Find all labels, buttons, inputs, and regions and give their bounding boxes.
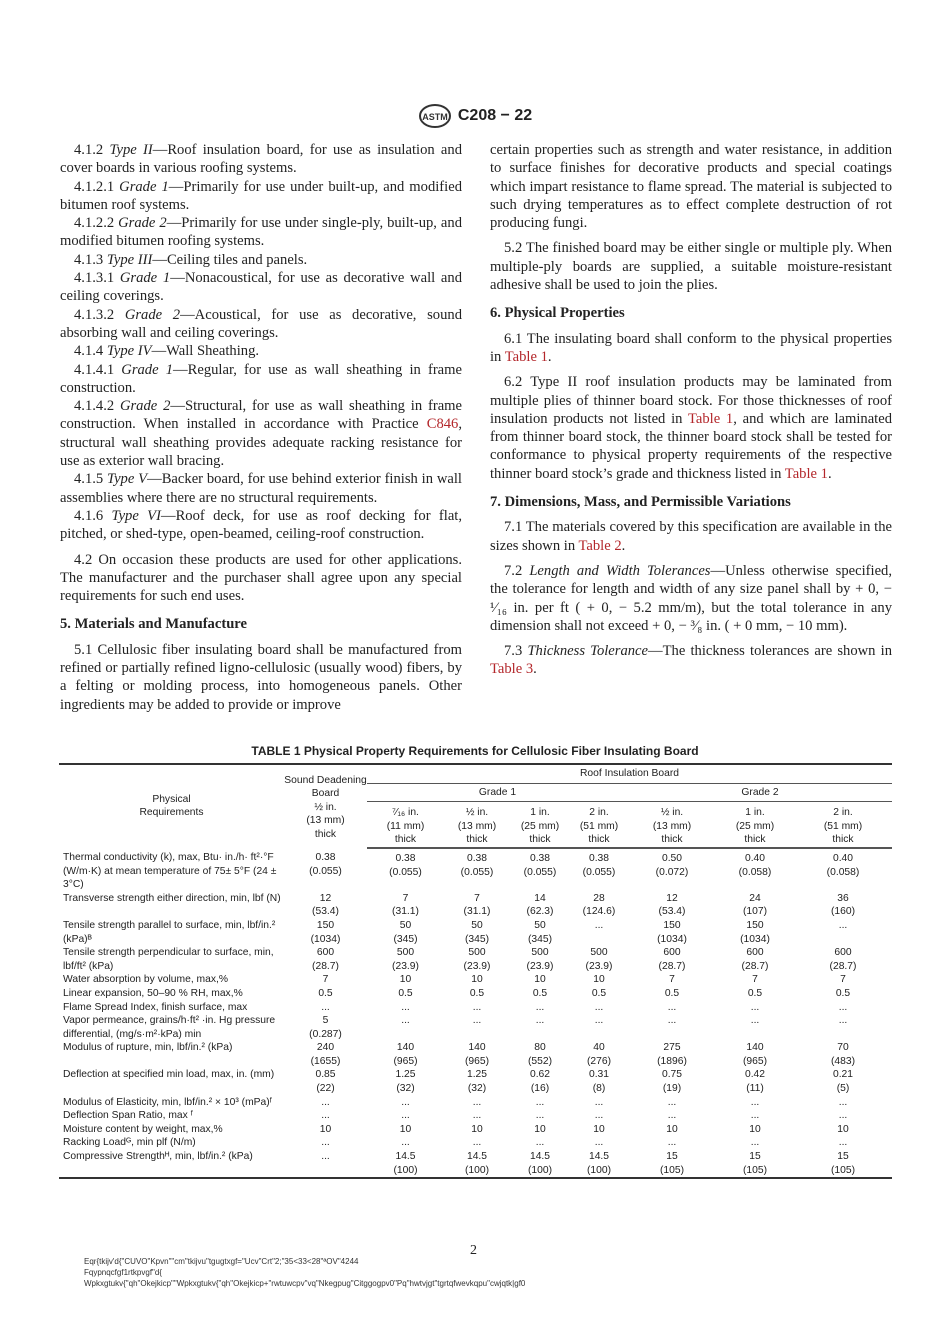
italic-term: Grade 1 <box>119 270 171 287</box>
cell-value: ... <box>401 1096 410 1108</box>
cell-value: ... <box>535 1137 545 1149</box>
cell-value: 500 (23.9) <box>392 947 419 972</box>
cell-value: 0.5 <box>664 987 680 999</box>
cell-value: 7 (31.1) <box>463 892 491 918</box>
cell-value: ... <box>750 1137 760 1149</box>
header-thickness: 2 in. (51 mm) thick <box>794 802 892 848</box>
cell-value: 150 (1034) <box>657 919 687 945</box>
paragraph-text: —Wall Sheathing. <box>151 343 260 360</box>
cell-value: ... <box>667 1096 677 1108</box>
cell-value: 500 (23.9) <box>585 947 613 972</box>
cell-value: 150 (1034) <box>310 919 341 945</box>
paragraph <box>60 251 462 269</box>
cell-value: 15 (105) <box>659 1151 685 1176</box>
table-row <box>59 1150 892 1178</box>
paragraph-text: 6.1 The insulating board shall conform to the physical properties in <box>490 330 892 365</box>
paragraph-text: 4.1.4.2 <box>74 398 120 415</box>
table-row <box>59 1136 892 1150</box>
cell-value: 0.62 (16) <box>529 1069 551 1095</box>
cell-value: ... <box>750 1110 760 1122</box>
section-heading: 7. Dimensions, Mass, and Permissible Variations <box>490 494 791 511</box>
cell-value: 0.5 <box>318 987 333 999</box>
cell-value: ... <box>535 1015 545 1027</box>
cell-value: ... <box>667 1001 677 1013</box>
paragraph-text: —Primarily for use under built-up, and modified bitumen roof systems. <box>60 178 462 213</box>
cell-value: 600 (28.7) <box>658 947 686 972</box>
cell-value: 14.5 (100) <box>586 1151 612 1176</box>
paragraph-text: 4.1.2.2 <box>74 215 119 232</box>
cell-value: 7 <box>669 974 675 986</box>
cell-value: 0.50 (0.072) <box>655 852 689 878</box>
paragraph <box>490 642 892 679</box>
table-row <box>59 973 892 987</box>
italic-term: Type VI <box>111 507 161 524</box>
header-thickness: ⁷⁄₁₆ in. (11 mm) thick <box>367 802 444 848</box>
cell-value: ... <box>472 1096 482 1108</box>
cell-value: 10 <box>471 974 483 986</box>
cell-value: 50 (345) <box>527 919 553 945</box>
page-header <box>0 103 950 129</box>
paragraph-text: 4.1.5 <box>74 471 108 488</box>
row-label: Moisture content by weight, max,% <box>63 1123 223 1135</box>
cell-value: 1.25 (32) <box>466 1069 488 1095</box>
header-thickness: ½ in. (13 mm) thick <box>628 802 716 848</box>
cell-value: 7 <box>840 974 846 986</box>
table-row <box>59 919 892 946</box>
cell-value: 40 (276) <box>586 1042 612 1067</box>
cell-value: 12 (53.4) <box>312 892 339 918</box>
cell-value: 10 <box>593 1123 605 1135</box>
paragraph <box>60 551 462 606</box>
paragraph-text: . <box>533 661 537 678</box>
paragraph <box>60 342 462 360</box>
paragraph-text: 4.1.3.2 <box>74 306 125 323</box>
row-label: Compressive Strengthᴴ, min, lbf/in.² (kPa) <box>63 1151 253 1163</box>
cell-value: 1.25 (32) <box>395 1069 416 1095</box>
cell-value: 10 <box>399 974 412 986</box>
cell-value: ... <box>838 1001 848 1013</box>
row-label: Water absorption by volume, max,% <box>63 974 229 986</box>
cell-value: ... <box>838 1137 848 1149</box>
paragraph-text: —Unless otherwise specified, the tolerance for length and width of any size panel shall by + 0, − ¹⁄₁₆ in. per ft ( + 0, − 5.2 mm/m), but the total tolerance in any dimension shall not exceed + 0, − ³⁄₈ in. ( + 0 mm, − 10 mm). <box>490 562 892 634</box>
table-row <box>59 892 892 919</box>
cell-value: ... <box>321 1096 330 1108</box>
cell-value: 28 (124.6) <box>582 892 616 918</box>
table-title: TABLE 1 Physical Property Requirements for Cellulosic Fiber Insulating Board <box>251 744 699 758</box>
license-footer <box>84 1256 525 1289</box>
cell-value: 0.42 (11) <box>744 1069 766 1095</box>
paragraph <box>60 361 462 398</box>
header-grade-1: Grade 1 <box>367 783 628 802</box>
header-thickness: 1 in. (25 mm) thick <box>510 802 570 848</box>
cell-value: 15 (105) <box>830 1151 856 1176</box>
cell-value: ... <box>594 1001 604 1013</box>
paragraph-text: 5.2 The finished board may be either single or multiple ply. When multiple-ply boards are supplied, a suitable moisture-resistant adhesive shall be used to join the plies. <box>490 240 892 294</box>
paragraph-text: 7.1 The materials covered by this specification are available in the sizes shown in <box>490 519 892 554</box>
table-row <box>59 1001 892 1015</box>
cell-value: 500 (23.9) <box>463 947 491 972</box>
paragraph-text: —Regular, for use as wall sheathing in frame construction. <box>60 361 462 396</box>
cell-value: ... <box>594 1096 604 1108</box>
row-label: Racking Loadᴳ, min plf (N/m) <box>63 1137 196 1149</box>
cell-value: 500 (23.9) <box>526 947 554 972</box>
paragraph-text: 4.1.4.1 <box>74 361 122 378</box>
paragraph <box>490 141 892 232</box>
svg-text:ASTM: ASTM <box>422 112 448 122</box>
cell-value: 0.38 (0.055) <box>460 852 494 878</box>
cell-value: 0.5 <box>532 987 548 999</box>
paragraph-text: 6.2 Type II roof insulation products may be laminated from multiple plies of thinner board stock. For those thicknesses of roof insulation products not listed in <box>490 374 892 427</box>
cell-value: 140 (965) <box>742 1042 768 1067</box>
designation: C208 − 22 <box>457 107 533 124</box>
page-number: 2 <box>470 1243 477 1258</box>
paragraph-text: —Primarily for use under single-ply, built-up, and modified bitumen roofing systems. <box>60 215 463 250</box>
italic-term: Type III <box>106 251 153 268</box>
paragraph <box>60 214 462 251</box>
row-label: Transverse strength either direction, min, lbf (N) <box>63 892 281 904</box>
italic-term: Type IV <box>106 343 152 360</box>
paragraph <box>60 641 462 714</box>
paragraph <box>490 373 892 483</box>
reference-link[interactable]: Table 3 <box>490 661 534 678</box>
paragraph-text: 4.1.4 <box>74 343 107 360</box>
cell-value: 10 <box>534 974 546 986</box>
cell-value: 10 <box>593 974 605 986</box>
cell-value: ... <box>321 1151 330 1163</box>
header-thickness: 2 in. (51 mm) thick <box>570 802 628 848</box>
row-label: Flame Spread Index, finish surface, max <box>63 1001 248 1013</box>
paragraph-text: —Roof insulation board, for use as insulation and cover boards in various roofing systems. <box>60 142 462 177</box>
cell-value: ... <box>594 1110 604 1122</box>
cell-value: ... <box>535 1096 545 1108</box>
paragraph-text: —Ceiling tiles and panels. <box>152 251 308 268</box>
cell-value: ... <box>535 1110 545 1122</box>
cell-value: 5 (0.287) <box>309 1015 342 1040</box>
row-label: Tensile strength perpendicular to surface, min, lbf/ft² (kPa) <box>63 947 274 972</box>
paragraph <box>490 330 892 367</box>
reference-link[interactable]: Table 1 <box>784 465 828 482</box>
cell-value: ... <box>472 1015 482 1027</box>
row-label: Deflection Span Ratio, max ᶠ <box>63 1110 193 1122</box>
cell-value: 140 (965) <box>393 1042 418 1067</box>
paragraph-text: 4.1.3 <box>74 251 107 268</box>
reference-link[interactable]: C846 <box>426 416 459 433</box>
paragraph-text: 4.1.2.1 <box>74 178 120 195</box>
cell-value: ... <box>594 1015 604 1027</box>
cell-value: 50 (345) <box>464 919 490 945</box>
header-sound-deadening: Sound Deadening Board ½ in. (13 mm) thick <box>284 774 367 840</box>
paragraph-text: , structural wall sheathing provides adequate racking resistance for use as exterior wall bracing. <box>60 416 462 470</box>
cell-value: 140 (965) <box>464 1042 490 1067</box>
cell-value: 10 <box>399 1123 412 1135</box>
cell-value: 0.5 <box>398 987 413 999</box>
cell-value: 10 <box>837 1123 849 1135</box>
right-column <box>490 141 892 679</box>
italic-term: Thickness Tolerance <box>527 643 649 660</box>
paragraph-text: —Acoustical, for use as decorative, sound absorbing wall and ceiling coverings. <box>60 306 462 341</box>
paragraph <box>490 239 892 294</box>
cell-value: 10 <box>534 1123 546 1135</box>
table-row <box>59 1068 892 1095</box>
paragraph-text: —Structural, for use as wall sheathing in frame construction. When installed in accordance with Practice <box>60 398 463 433</box>
cell-value: 24 (107) <box>742 892 768 918</box>
cell-value: ... <box>667 1015 677 1027</box>
italic-term: Grade 1 <box>121 361 174 378</box>
paragraph <box>60 141 462 178</box>
cell-value: 0.21 (5) <box>832 1069 854 1095</box>
cell-value: 10 <box>749 1123 761 1135</box>
section-heading: 6. Physical Properties <box>490 305 625 322</box>
paragraph <box>60 269 462 306</box>
paragraph-text: —Nonacoustical, for use as decorative wall and ceiling coverings. <box>60 270 462 305</box>
paragraph-text: 5.1 Cellulosic fiber insulating board shall be manufactured from refined or partially refined ligno-cellulosic (usually wood) fibers, by a felting or molding process, into homogeneous panels. Other ingredients may be added to provide or improve <box>60 641 462 713</box>
cell-value: 0.5 <box>591 987 607 999</box>
paragraph-text: 4.1.2 <box>74 142 110 158</box>
paragraph <box>60 507 462 544</box>
cell-value: ... <box>594 1137 604 1149</box>
paragraph <box>490 562 892 635</box>
cell-value: 36 (160) <box>830 892 856 918</box>
cell-value: ... <box>667 1137 677 1149</box>
cell-value: ... <box>472 1110 482 1122</box>
reference-link[interactable]: Table 1 <box>687 410 734 427</box>
header-grade-2: Grade 2 <box>628 783 892 802</box>
cell-value: 10 <box>319 1123 332 1135</box>
cell-value: 0.75 (19) <box>661 1069 683 1095</box>
paragraph-text: 4.2 On occasion these products are used for other applications. The manufacturer and the purchaser shall agree upon any special requirements for such end uses. <box>60 551 462 605</box>
cell-value: ... <box>594 919 604 931</box>
cell-value: 14 (62.3) <box>526 892 554 918</box>
cell-value: ... <box>401 1001 410 1013</box>
italic-term: Type II <box>109 142 153 158</box>
table-row <box>59 1041 892 1068</box>
paragraph-text: —Roof deck, for use as roof decking for flat, pitched, or shed-type, open-beamed, ceiling-roof construction. <box>60 507 462 543</box>
paragraph-text: 7.3 <box>504 643 528 660</box>
cell-value: 7 (31.1) <box>392 892 419 918</box>
paragraph-text: . <box>827 465 832 482</box>
paragraph <box>490 518 892 555</box>
cell-value: 0.5 <box>469 987 485 999</box>
cell-value: 10 <box>471 1123 483 1135</box>
cell-value: 10 <box>666 1123 678 1135</box>
cell-value: 275 (1896) <box>657 1042 687 1067</box>
paragraph-text: certain properties such as strength and water resistance, in addition to surface finishes for decorative products and special coatings which impart resistance to flame spread. The material is subjected to such drying temperatures as to effect complete destruction of rot producing fungi. <box>490 142 892 232</box>
footer-line: Fqypnqcfgf1rtkpvgf"d{ <box>84 1268 162 1277</box>
header-thickness: 1 in. (25 mm) thick <box>716 802 794 848</box>
paragraph-text: 7.2 <box>504 562 530 579</box>
cell-value: 14.5 (100) <box>393 1151 418 1176</box>
cell-value: 12 (53.4) <box>658 892 686 918</box>
paragraph-text: —Backer board, for use behind exterior finish in wall assemblies where there are no structural requirements. <box>60 471 462 506</box>
paragraph-text: 4.1.6 <box>74 507 112 524</box>
cell-value: 0.40 (0.058) <box>826 852 860 878</box>
cell-value: 14.5 (100) <box>527 1151 553 1176</box>
left-column <box>60 141 462 714</box>
cell-value: 240 (1655) <box>310 1042 341 1067</box>
cell-value: 0.40 (0.058) <box>738 852 772 878</box>
italic-term: Grade 2 <box>119 398 171 415</box>
paragraph-text: . <box>547 348 552 365</box>
cell-value: 600 (28.7) <box>829 947 857 972</box>
header-physical: Physical Requirements <box>139 793 204 819</box>
row-label: Modulus of rupture, min, lbf/in.² (kPa) <box>63 1042 233 1054</box>
cell-value: ... <box>401 1015 410 1027</box>
paragraph <box>60 470 462 507</box>
cell-value: 150 (1034) <box>740 919 770 945</box>
reference-link[interactable]: Table 2 <box>578 537 622 554</box>
physical-property-table <box>59 763 892 1179</box>
cell-value: ... <box>401 1110 410 1122</box>
header-thickness: ½ in. (13 mm) thick <box>444 802 510 848</box>
row-label: Modulus of Elasticity, min, lbf/in.² × 10³ (mPa)ᶠ <box>63 1096 273 1108</box>
cell-value: ... <box>321 1001 330 1013</box>
cell-value: 0.38 (0.055) <box>523 852 557 878</box>
cell-value: 0.38 (0.055) <box>389 852 422 878</box>
table-row <box>59 1096 892 1110</box>
row-label: Linear expansion, 50–90 % RH, max,% <box>63 987 243 999</box>
cell-value: 0.5 <box>835 987 851 999</box>
italic-term: Grade 1 <box>119 178 169 195</box>
cell-value: 80 (552) <box>527 1042 553 1067</box>
footer-line: Wpkxgtukv{"qh"Okejkicp""Wpkxgtukv{"qh"Okejkicp+"rwtuwcpv"vq"Nkegpug"Citggogpv0"Pq"hwtvjgt"tgrtqfwevkqpu"cwjqtk|gf0 <box>84 1279 526 1288</box>
cell-value: 0.31 (8) <box>588 1069 610 1095</box>
reference-link[interactable]: Table 1 <box>504 348 548 365</box>
row-label: Thermal conductivity (k), max, Btu· in./h· ft²·°F (W/m·K) at mean temperature of 75± 5°F (24 ± 3°C) <box>63 851 277 891</box>
cell-value: ... <box>838 1096 848 1108</box>
row-label: Deflection at specified min load, max, in. (mm) <box>63 1069 275 1081</box>
section-heading: 5. Materials and Manufacture <box>60 616 247 633</box>
cell-value: 0.5 <box>747 987 763 999</box>
cell-value: ... <box>750 1001 760 1013</box>
paragraph-text: —The thickness tolerances are shown in <box>648 643 893 660</box>
header-roof-insulation: Roof Insulation Board <box>367 764 892 783</box>
cell-value: ... <box>667 1110 677 1122</box>
cell-value: ... <box>472 1001 482 1013</box>
cell-value: ... <box>750 1015 760 1027</box>
cell-value: 14.5 (100) <box>464 1151 490 1176</box>
footer-line: Eqr{tkijv'd{"CUVO"Kpvn""cm"tkijvu"tgugtxgf="Ucv"Crt"2;"35<33<28"ªOV"4244 <box>84 1257 359 1266</box>
cell-value: ... <box>838 1110 848 1122</box>
cell-value: 0.85 (22) <box>315 1069 336 1095</box>
table-row <box>59 946 892 973</box>
table-row <box>59 1123 892 1137</box>
cell-value: 50 (345) <box>393 919 418 945</box>
cell-value: 0.38 (0.055) <box>309 851 342 877</box>
italic-term: Length and Width Tolerances <box>529 562 711 579</box>
row-label: Tensile strength parallel to surface, min, lbf/in.² (kPa)ᴮ <box>63 919 276 945</box>
cell-value: ... <box>321 1137 330 1149</box>
table-row <box>59 1014 892 1041</box>
cell-value: 0.38 (0.055) <box>582 852 616 878</box>
table-row <box>59 1109 892 1123</box>
cell-value: 70 (483) <box>830 1042 856 1067</box>
cell-value: 7 <box>752 974 758 986</box>
cell-value: 600 (28.7) <box>312 947 339 972</box>
row-label: Vapor permeance, grains/h·ft² ·in. Hg pressure differential, (mg/s·m²·kPa) min <box>63 1015 276 1040</box>
cell-value: ... <box>535 1001 545 1013</box>
cell-value: ... <box>321 1110 330 1122</box>
table-row <box>59 848 892 892</box>
astm-logo-icon <box>418 103 452 129</box>
table-row <box>59 987 892 1001</box>
cell-value: ... <box>750 1096 760 1108</box>
cell-value: ... <box>838 919 848 931</box>
paragraph <box>60 397 462 470</box>
paragraph-text: . <box>621 537 626 554</box>
cell-value: ... <box>472 1137 482 1149</box>
paragraph-text: 4.1.3.1 <box>74 270 120 287</box>
cell-value: 7 <box>322 974 329 986</box>
italic-term: Grade 2 <box>124 306 181 323</box>
cell-value: ... <box>401 1137 410 1149</box>
cell-value: 15 (105) <box>742 1151 768 1176</box>
cell-value: 600 (28.7) <box>741 947 769 972</box>
italic-term: Type V <box>107 471 148 488</box>
paragraph <box>60 178 462 215</box>
paragraph-text: , and which are laminated from thinner board stock, the thinner board stock shall be tested for conformance to physical property requirements of the respective thinner board stock’s grade and thickness listed in <box>490 410 892 482</box>
cell-value: ... <box>838 1015 848 1027</box>
italic-term: Grade 2 <box>118 215 167 232</box>
paragraph <box>60 306 462 343</box>
